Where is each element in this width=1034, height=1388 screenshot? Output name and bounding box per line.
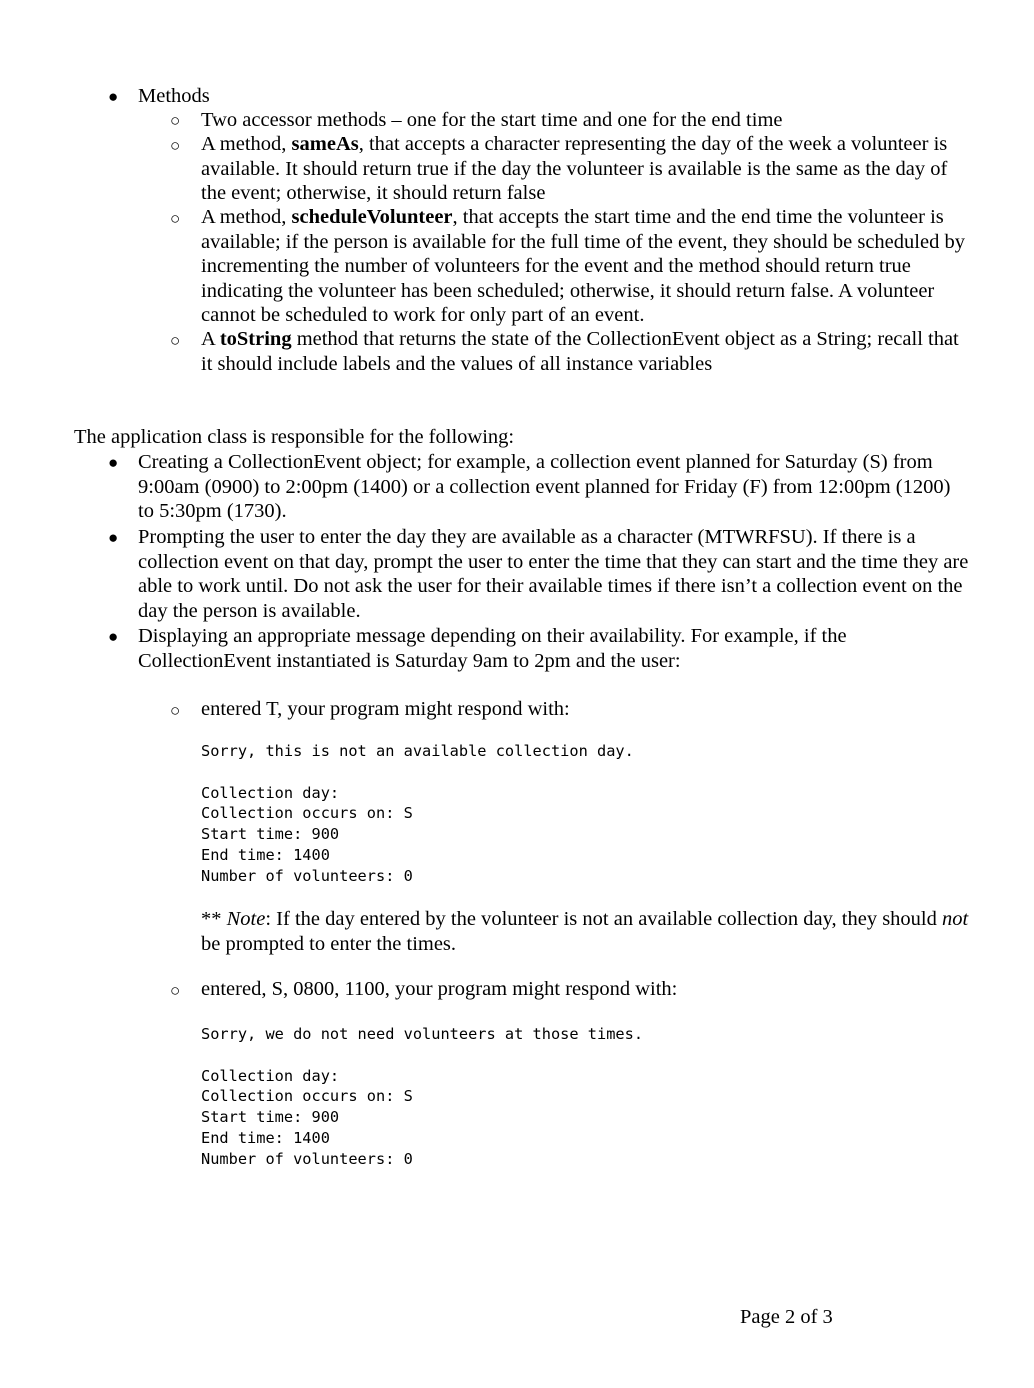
method-item-tostring	[201, 327, 971, 376]
example1-output	[201, 741, 634, 887]
output-line: Number of volunteers: 0	[201, 1149, 413, 1168]
method-name: scheduleVolunteer	[291, 206, 453, 228]
method-item-sameas	[201, 132, 971, 206]
output-line: Sorry, this is not an available collection day.	[201, 742, 634, 760]
method-item-text: A	[201, 328, 220, 350]
bullet-icon: ●	[108, 453, 119, 472]
circle-bullet-icon: ○	[170, 111, 181, 130]
bullet-icon: ●	[108, 87, 119, 106]
method-item-accessors: Two accessor methods – one for the start time and one for the end time	[201, 109, 783, 131]
example1-label: entered T, your program might respond with:	[201, 698, 570, 720]
method-name: toString	[219, 328, 292, 350]
page-number: Page 2 of 3	[740, 1306, 833, 1328]
output-line: Collection occurs on: S	[201, 804, 413, 823]
circle-bullet-icon: ○	[170, 136, 181, 155]
method-item-text: method that returns the state of the CollectionEvent object as a String; recall that it should include labels and the values of all instance variables	[201, 328, 959, 375]
output-line	[201, 1045, 643, 1066]
note-text: be prompted to enter the times.	[201, 932, 457, 955]
application-bullet-displaying: Displaying an appropriate message depending on their availability. For example, if the CollectionEvent instantiated is Saturday 9am to 2pm and the user:	[138, 625, 847, 672]
note-prefix: **	[201, 908, 227, 930]
output-line: Start time: 900	[201, 825, 340, 844]
method-item-text: A method,	[201, 206, 292, 228]
example2-label: entered, S, 0800, 1100, your program might respond with:	[201, 978, 678, 1000]
circle-bullet-icon: ○	[170, 331, 181, 350]
application-bullet-prompting: Prompting the user to enter the day they are available as a character (MTWRFSU). If there is a collection event on that day, prompt the user to enter the time that they can start and the time they are able to work until. Do not ask the user for their available times if there isn’t a collection event on the day the person is available.	[138, 526, 969, 622]
application-bullet-creating: Creating a CollectionEvent object; for example, a collection event planned for Saturday (S) from 9:00am (0900) to 2:00pm (1400) or a collection event planned for Friday (F) from 12:00pm (1200) to 5:30pm (1730).	[138, 451, 951, 522]
circle-bullet-icon: ○	[170, 209, 181, 228]
methods-heading: Methods	[138, 85, 210, 107]
bullet-icon: ●	[108, 627, 119, 646]
output-line: Start time: 900	[201, 1108, 340, 1127]
circle-bullet-icon: ○	[170, 981, 181, 1000]
method-item-text: , that accepts a character representing the day of the week a volunteer is available. It should return true if the day the volunteer is available is the same as the day of the event; otherwise, it should return false	[201, 133, 948, 204]
output-line	[201, 762, 634, 783]
method-item-schedulevolunteer	[201, 205, 971, 328]
output-line: End time: 1400	[201, 845, 330, 864]
output-line: Collection day:	[201, 783, 340, 802]
method-name: sameAs	[291, 133, 359, 155]
output-line: Sorry, we do not need volunteers at those times.	[201, 1025, 644, 1043]
output-line: Collection day:	[201, 1066, 340, 1085]
note-label: Note	[226, 908, 266, 930]
output-line: Number of volunteers: 0	[201, 866, 413, 885]
application-intro: The application class is responsible for the following:	[74, 426, 515, 448]
method-item-text: A method,	[201, 133, 292, 155]
output-line: Collection occurs on: S	[201, 1087, 413, 1106]
method-item-text: , that accepts the start time and the end time the volunteer is available; if the person is available for the full time of the event, they should be scheduled by incrementing the number of volunteers for the event and the method should return true indicating the volunteer has been scheduled; otherwise, it should return false. A volunteer cannot be scheduled to work for only part of an event.	[201, 206, 965, 326]
example2-output	[201, 1024, 643, 1170]
note-text: : If the day entered by the volunteer is not an available collection day, they should	[265, 908, 943, 930]
circle-bullet-icon: ○	[170, 701, 181, 720]
example1-note	[201, 907, 976, 956]
bullet-icon: ●	[108, 528, 119, 547]
output-line: End time: 1400	[201, 1128, 330, 1147]
note-emphasis: not	[942, 908, 969, 930]
